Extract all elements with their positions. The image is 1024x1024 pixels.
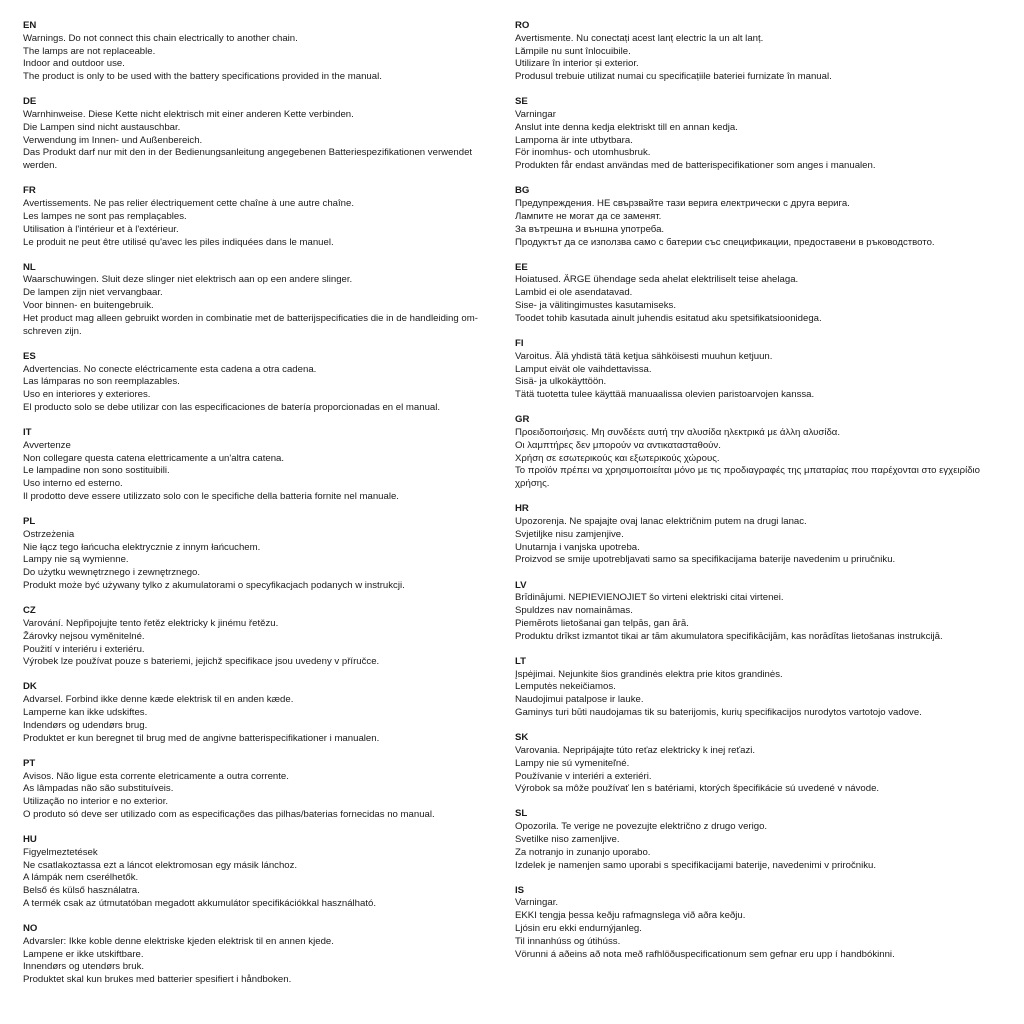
warning-line: The product is only to be used with the battery specifications provided in the manual.	[23, 71, 382, 83]
warning-line: Las lámparas no son reemplazables.	[23, 376, 180, 388]
language-code: BG	[515, 185, 530, 197]
language-code: EE	[515, 261, 528, 273]
language-code: LV	[515, 579, 527, 591]
warning-line: Lampene er ikke utskiftbare.	[23, 948, 144, 960]
language-code: RO	[515, 20, 530, 31]
warning-line: Spuldzes nav nomaināmas.	[515, 605, 633, 617]
warning-line: A lámpák nem cserélhetők.	[23, 872, 139, 884]
warning-line: Za notranjo in zunanjo uporabo.	[515, 846, 651, 858]
warning-line: Ljósin eru ekki endurnýjanleg.	[515, 923, 642, 935]
language-code: PL	[23, 516, 36, 528]
warning-line: Waarschuwingen. Sluit deze slinger niet elektrisch aan op een andere slinger.	[23, 274, 353, 286]
language-code: GR	[515, 414, 530, 426]
warning-line: Lămpile nu sunt înlocuibile.	[515, 45, 631, 57]
warning-line: Χρήση σε εσωτερικούς και εξωτερικούς χώρους.	[515, 452, 720, 464]
language-section-se	[515, 96, 995, 173]
language-section-hr	[515, 503, 995, 567]
warning-line: Avvertenze	[23, 439, 71, 451]
warning-line: Opozorila. Te verige ne povezujte električno z drugo verigo.	[515, 821, 768, 833]
warning-line: Advarsler: Ikke koble denne elektriske kjeden elektrisk til en annen kjede.	[23, 935, 334, 947]
warning-line: Anslut inte denna kedja elektriskt till en annan kedja.	[515, 121, 738, 133]
warning-line: Sisä- ja ulkokäyttöön.	[515, 376, 607, 388]
warning-line: A termék csak az útmutatóban megadott akkumulátor specifikációkkal használható.	[23, 897, 377, 909]
warning-line: Avisos. Não ligue esta corrente eletricamente a outra corrente.	[23, 770, 289, 782]
warning-line: Naudojimui patalpose ir lauke.	[515, 694, 644, 706]
warning-line: Svjetiljke nisu zamjenjive.	[515, 528, 624, 540]
warning-line: Lemputės nekeičiamos.	[515, 681, 616, 693]
warning-line: Sise- ja välitingimustes kasutamiseks.	[515, 300, 677, 312]
warning-line: The lamps are not replaceable.	[23, 45, 156, 57]
warning-line: Hoiatused. ÄRGE ühendage seda ahelat elektriliselt teise ahelaga.	[515, 274, 799, 286]
language-section-ee	[515, 262, 995, 326]
warning-line: Indoor and outdoor use.	[23, 58, 125, 70]
warning-line: Výrobek lze používat pouze s bateriemi, jejichž specifikace jsou uvedeny v příručce.	[23, 656, 380, 668]
language-code: SK	[515, 732, 529, 744]
warning-line: Proizvod se smije upotrebljavati samo sa specifikacijama baterije navedenim u priručniku.	[515, 554, 896, 566]
warning-line: Das Produkt darf nur mit den in der Bedienungsanleitung angegebenen Batteriespezifikationen verwendet werden.	[23, 147, 473, 172]
warning-line: Produkt może być używany tylko z akumulatorami o specyfikacjach podanych w instrukcji.	[23, 580, 405, 592]
warning-line: Indendørs og udendørs brug.	[23, 719, 148, 731]
language-section-pl	[23, 516, 493, 593]
warning-line: Varování. Nepřipojujte tento řetěz elektricky k jinému řetězu.	[23, 617, 279, 629]
language-code: LT	[515, 655, 527, 667]
language-section-bg	[515, 185, 995, 249]
warning-line: Avertismente. Nu conectați acest lanț electric la un alt lanț.	[515, 32, 764, 44]
language-section-dk	[23, 681, 493, 745]
language-code: HR	[515, 503, 529, 515]
warning-line: Ostrzeżenia	[23, 528, 75, 540]
warning-line: Įspėjimai. Nejunkite šios grandinės elektra prie kitos grandinės.	[515, 668, 783, 680]
warning-line: Lamput eivät ole vaihdettavissa.	[515, 363, 652, 375]
language-code: NO	[23, 923, 38, 935]
language-section-it	[23, 427, 493, 504]
warning-line: Lambid ei ole asendatavad.	[515, 287, 633, 299]
language-code: HU	[23, 834, 37, 845]
language-code: FR	[23, 185, 36, 197]
warning-line: Do użytku wewnętrznego i zewnętrznego.	[23, 567, 201, 579]
warning-line: Figyelmeztetések	[23, 846, 98, 858]
warning-line: De lampen zijn niet vervangbaar.	[23, 287, 163, 299]
language-code: SL	[515, 808, 528, 820]
language-section-ro	[515, 20, 995, 84]
warning-line: Voor binnen- en buitengebruik.	[23, 300, 154, 312]
warning-line: Avertissements. Ne pas relier électriquement cette chaîne à une autre chaîne.	[23, 198, 354, 210]
warning-line: Lamperne kan ikke udskiftes.	[23, 707, 148, 719]
warning-line: Lampy nie sú vymeniteľné.	[515, 757, 630, 769]
warning-line: Svetilke niso zamenljive.	[515, 834, 620, 845]
language-section-lv	[515, 580, 995, 644]
warning-line: Produktet skal kun brukes med batterier spesifiert i håndboken.	[23, 974, 292, 986]
warning-line: Tätä tuotetta tulee käyttää manuaalissa olevien paristoarvojen kanssa.	[515, 389, 815, 401]
warning-line: Προειδοποιήσεις. Μη συνδέετε αυτή την αλυσίδα ηλεκτρικά με άλλη αλυσίδα.	[515, 427, 841, 438]
language-section-en	[23, 20, 493, 84]
warning-line: Til innanhúss og útihúss.	[515, 935, 621, 947]
language-code: NL	[23, 261, 36, 273]
language-section-sk	[515, 732, 995, 796]
language-section-es	[23, 351, 493, 415]
language-section-hu	[23, 834, 493, 911]
warning-line: Die Lampen sind nicht austauschbar.	[23, 121, 181, 133]
warning-line: Warnings. Do not connect this chain electrically to another chain.	[23, 32, 298, 44]
warning-line: Warnhinweise. Diese Kette nicht elektrisch mit einer anderen Kette verbinden.	[23, 109, 354, 121]
left-column	[23, 20, 493, 999]
right-column	[515, 20, 995, 974]
warning-line: Ne csatlakoztassa ezt a láncot elektromosan egy másik lánchoz.	[23, 859, 298, 871]
warning-line: EKKI tengja þessa keðju rafmagnslega við aðra keðju.	[515, 910, 746, 922]
warning-line: Le produit ne peut être utilisé qu'avec les piles indiquées dans le manuel.	[23, 236, 334, 248]
language-code: CZ	[23, 605, 36, 617]
language-section-fr	[23, 185, 493, 249]
warning-line: Produkten får endast användas med de batterispecifikationer som anges i manualen.	[515, 160, 876, 172]
language-code: IT	[23, 427, 32, 438]
warning-line: Utilização no interior e no exterior.	[23, 796, 169, 808]
warning-line: Gaminys turi būti naudojamas tik su baterijomis, kurių specifikacijos nurodytos vartotojo vadove.	[515, 707, 922, 719]
warning-line: För inomhus- och utomhusbruk.	[515, 147, 651, 159]
warning-line: Brīdinājumi. NEPIEVIENOJIET šo virteni elektriski citai virtenei.	[515, 592, 784, 604]
warning-line: As lâmpadas não são substituíveis.	[23, 783, 174, 795]
warning-line: Utilisation à l'intérieur et à l'extérieur.	[23, 223, 179, 235]
warning-line: Výrobok sa môže používať len s batériami, ktorých špecifikácie sú uvedené v návode.	[515, 783, 880, 795]
language-code: SE	[515, 96, 528, 108]
warning-line: Produktu drīkst izmantot tikai ar tām akumulatora specifikācijām, kas norādītas lietošanas instrukcijā.	[515, 630, 943, 642]
language-section-cz	[23, 605, 493, 669]
warning-line: Продуктът да се използва само с батерии със спецификации, предоставени в ръководството.	[515, 236, 935, 248]
warning-line: Het product mag alleen gebruikt worden in combinatie met de batterijspecificaties die in de handleiding om-schreven zijn.	[23, 312, 478, 337]
warning-line: Innendørs og utendørs bruk.	[23, 961, 145, 973]
warning-line: Toodet tohib kasutada ainult juhendis esitatud aku spetsifikatsioonidega.	[515, 312, 822, 324]
language-section-gr	[515, 414, 995, 491]
warning-line: Žárovky nejsou vyměnitelné.	[23, 630, 145, 642]
language-code: FI	[515, 337, 524, 349]
warning-line: Non collegare questa catena elettricamente a un'altra catena.	[23, 452, 285, 464]
warning-line: Použití v interiéru i exteriéru.	[23, 643, 145, 655]
warning-line: Varningar.	[515, 897, 559, 909]
warning-line: Il prodotto deve essere utilizzato solo con le specifiche della batteria fornite nel manuale.	[23, 490, 399, 502]
warning-line: Unutarnja i vanjska upotreba.	[515, 541, 640, 553]
warning-line: Предупреждения. НЕ свързвайте тази верига електрически с друга верига.	[515, 198, 850, 210]
warning-line: Το προϊόν πρέπει να χρησιμοποιείται μόνο με τις προδιαγραφές της μπαταρίας που παρέχονται στο εγχειρίδιο χρήσης.	[515, 465, 981, 490]
warning-line: Uso en interiores y exteriores.	[23, 389, 151, 401]
warning-line: Utilizare în interior și exterior.	[515, 58, 639, 70]
language-section-is	[515, 885, 995, 962]
warning-line: Verwendung im Innen- und Außenbereich.	[23, 134, 203, 146]
warning-line: Upozorenja. Ne spajajte ovaj lanac električnim putem na drugi lanac.	[515, 516, 807, 528]
warning-line: Лампите не могат да се заменят.	[515, 210, 662, 222]
warning-line: Advertencias. No conecte eléctricamente esta cadena a otra cadena.	[23, 363, 317, 375]
warning-line: Belső és külső használatra.	[23, 885, 140, 897]
warning-line: Advarsel. Forbind ikke denne kæde elektrisk til en anden kæde.	[23, 694, 294, 706]
warning-line: Οι λαμπτήρες δεν μπορούν να αντικατασταθούν.	[515, 439, 721, 451]
language-code: DK	[23, 681, 37, 693]
language-code: DE	[23, 96, 37, 108]
language-section-pt	[23, 758, 493, 822]
warning-line: Varoitus. Älä yhdistä tätä ketjua sähköisesti muuhun ketjuun.	[515, 350, 773, 362]
language-code: ES	[23, 350, 36, 362]
warning-line: Lampy nie są wymienne.	[23, 554, 129, 566]
warning-line: Vörunni á aðeins að nota með rafhlöðuspecificationum sem gefnar eru upp í handbókinni.	[515, 948, 895, 960]
warning-line: Izdelek je namenjen samo uporabi s specifikacijami baterije, navedenimi v priročniku.	[515, 859, 877, 871]
language-section-nl	[23, 262, 493, 339]
warning-line: За вътрешна и външна употреба.	[515, 223, 665, 235]
language-section-fi	[515, 338, 995, 402]
language-code: IS	[515, 884, 525, 896]
language-code: PT	[23, 757, 36, 769]
warning-line: Nie łącz tego łańcucha elektrycznie z innym łańcuchem.	[23, 541, 261, 553]
language-section-de	[23, 96, 493, 173]
language-section-sl	[515, 808, 995, 872]
language-section-lt	[515, 656, 995, 720]
warning-line: Le lampadine non sono sostituibili.	[23, 465, 170, 477]
warning-line: El producto solo se debe utilizar con las especificaciones de batería proporcionadas en el manual.	[23, 401, 441, 413]
warning-line: Lamporna är inte utbytbara.	[515, 134, 633, 146]
warning-line: Uso interno ed esterno.	[23, 478, 123, 490]
warning-line: Varovania. Nepripájajte túto reťaz elektricky k inej reťazi.	[515, 744, 756, 756]
warning-line: O produto só deve ser utilizado com as especificações das pilhas/baterias fornecidas no manual.	[23, 808, 435, 820]
warning-line: Piemērots lietošanai gan telpās, gan ārā.	[515, 617, 689, 629]
language-section-no	[23, 923, 493, 987]
language-code: EN	[23, 20, 37, 31]
warning-line: Les lampes ne sont pas remplaçables.	[23, 210, 187, 222]
warning-line: Produsul trebuie utilizat numai cu specificațiile bateriei furnizate în manual.	[515, 71, 832, 83]
warning-line: Používanie v interiéri a exteriéri.	[515, 770, 652, 782]
warning-line: Produktet er kun beregnet til brug med de angivne batterispecifikationer i manualen.	[23, 732, 380, 744]
warning-line: Varningar	[515, 109, 556, 121]
